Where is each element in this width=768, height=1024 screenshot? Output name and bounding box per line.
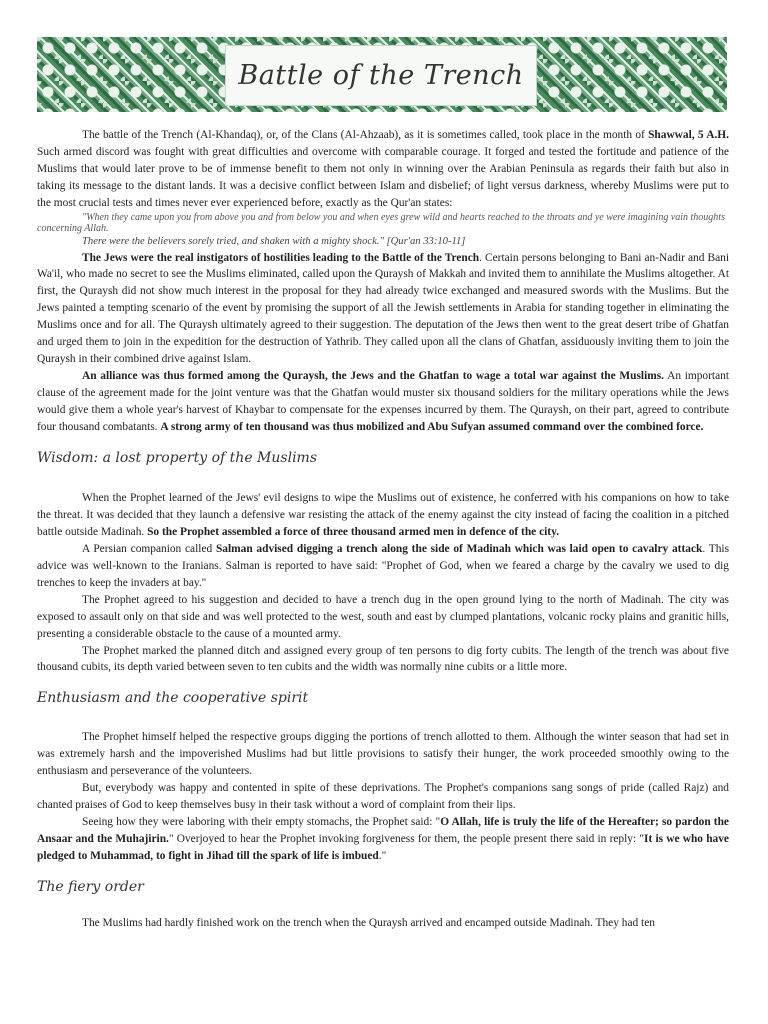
paragraph-instigators: The Jews were the real instigators of hostilities leading to the Battle of the Trench. Certain persons belonging to Bani an-Nadir and Bani Wa'il, who made no secret to see the Muslims eliminated, called upon the Quraysh of Makkah and invited them to annihilate the Muslims altogether. At first, the Quraysh did not show much interest in the proposal for they had already twice exchanged and measured swords with the Muslims. But the Jews painted a tempting scenario of the event by promising the support of all the Jewish settlements in Arabia for standing together in eliminating the Muslims once and for all. The Quraysh ultimately agreed to their suggestion. The deputation of the Jews then went to the great desert tribe of Ghatfan and urged them to join in the expedition for the destruction of Yathrib. They called upon all the clans of Ghatfan, assiduously inviting them to join the Quraysh in their combined drive against Islam. [37, 251, 729, 365]
paragraph-trench-location: The Prophet agreed to his suggestion and decided to have a trench dug in the open ground lying to the north of Madinah. The city was exposed to assault only on that side and was well protected to the west, south and east by clumped plantations, volcanic rocky plains and granitic hills, presenting a considerable obstacle to the cause of a mounted army. [37, 593, 729, 640]
paragraph-contentment: But, everybody was happy and contented in spite of these deprivations. The Prophet's companions sang songs of pride (called Rajz) and chanted praises of God to keep themselves busy in their task without a word of complaint from their lips. [37, 782, 729, 811]
section-heading-fiery-order: The fiery order [37, 878, 144, 895]
paragraph-prophet-helped: The Prophet himself helped the respective groups digging the portions of trench allotted to them. Although the winter season that had set in was extremely harsh and the impoverished Muslims had but little provisions to satisfy their hunger, the work proceeded smoothly owing to the enthusiasm and perseverance of the volunteers. [37, 731, 729, 778]
quran-quote-citation: There were the believers sorely tried, and shaken with a mighty shock." [Qur'an 33:10-11] [82, 235, 466, 247]
header-banner [37, 37, 727, 112]
quran-quote: "When they came upon you from above you and from below you and when eyes grew wild and hearts reached to the throats and ye were imagining vain thoughts concerning Allah. [37, 211, 725, 235]
paragraph-prayer: Seeing how they were laboring with their empty stomachs, the Prophet said: "O Allah, life is truly the life of the Hereafter; so pardon the Ansaar and the Muhajirin." Overjoyed to hear the Prophet invoking forgiveness for them, the people present there said in reply: "It is we who have pledged to Muhammad, to fight in Jihad till the spark of life is imbued." [37, 815, 729, 862]
section-heading-enthusiasm: Enthusiasm and the cooperative spirit [37, 690, 309, 707]
paragraph-defensive-war: When the Prophet learned of the Jews' evil designs to wipe the Muslims out of existence, he conferred with his companions on how to take the threat. It was decided that they launch a defensive war resisting the attack of the enemy against the city instead of facing the coalition in a pitched battle outside Madinah. So the Prophet assembled a force of three thousand armed men in defence of the city. [37, 492, 729, 539]
section-heading-wisdom: Wisdom: a lost property of the Muslims [37, 449, 317, 466]
paragraph-trench-dimensions: The Prophet marked the planned ditch and assigned every group of ten persons to dig forty cubits. The length of the trench was about five thousand cubits, its depth varied between seven to ten cubits and the width was normally nine cubits or a little more. [37, 644, 729, 674]
page-title: Battle of the Trench [238, 60, 524, 91]
paragraph-quraysh-arrived: The Muslims had hardly finished work on the trench when the Quraysh arrived and encamped outside Madinah. They had ten [82, 917, 655, 930]
banner-title-panel [225, 45, 537, 106]
paragraph-intro: The battle of the Trench (Al-Khandaq), or, of the Clans (Al-Ahzaab), as it is sometimes called, took place in the month of Shawwal, 5 A.H. Such armed discord was fought with great difficulties and overcome with comparable courage. It forged and tested the fortitude and patience of the Muslims that would later prove to be of immense benefit to them not only in winning over the Arabian Peninsula as regards their faith but also in taking its message to the distant lands. It was a decisive conflict between Islam and disbelief; of light versus darkness, whereby Muslims were put to the most crucial tests and times never ever experienced before, exactly as the Qur'an states: [37, 129, 729, 209]
paragraph-alliance: An alliance was thus formed among the Quraysh, the Jews and the Ghatfan to wage a total war against the Muslims. An important clause of the agreement made for the joint venture was that the Ghatfan would muster six thousand soldiers for the military operations while the Jews would give them a whole year's harvest of Khaybar to compensate for the expenses incurred by them. The Quraysh, on their part, agreed to contribute four thousand combatants. A strong army of ten thousand was thus mobilized and Abu Sufyan assumed command over the combined force. [37, 369, 730, 433]
article-body [37, 127, 729, 932]
paragraph-salman: A Persian companion called Salman advised digging a trench along the side of Madinah which was laid open to cavalry attack. This advice was well-known to the Iranians. Salman is reported to have said: "Prophet of God, when we feared a charge by the cavalry we used to dig trenches to keep the invaders at bay." [37, 543, 730, 589]
